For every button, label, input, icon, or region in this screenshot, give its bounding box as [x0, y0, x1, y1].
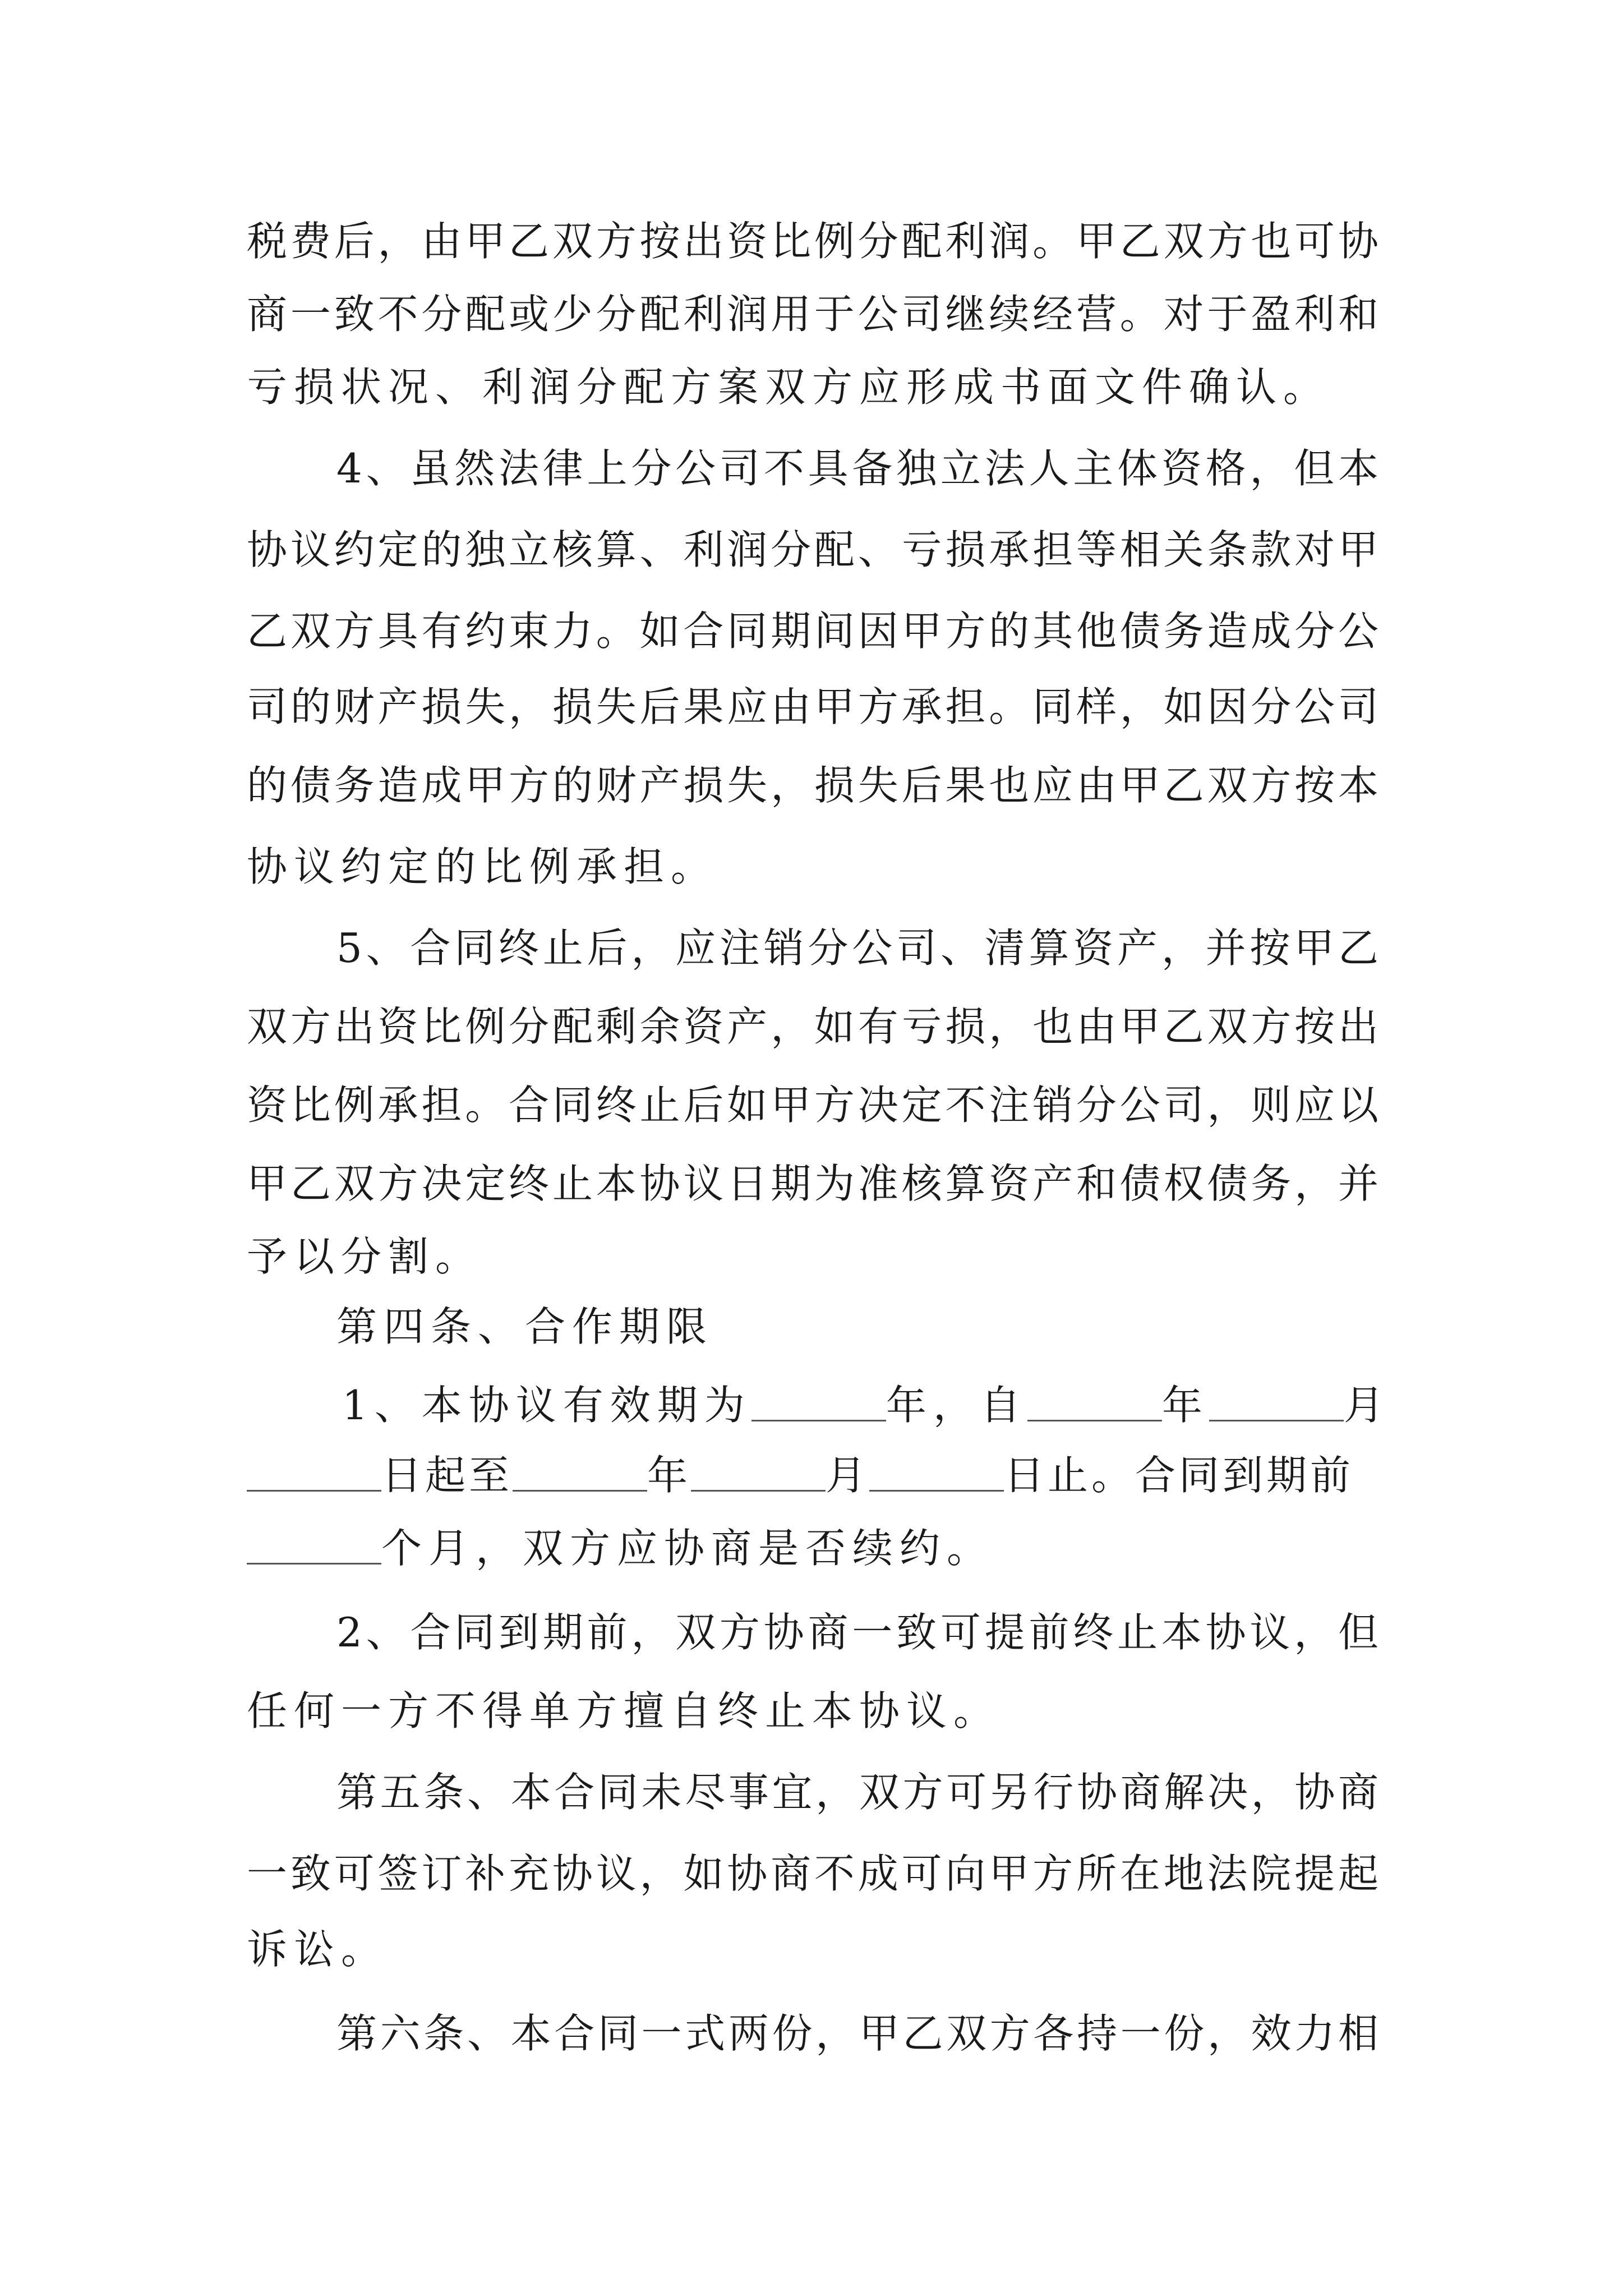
start-day-blank: [247, 1451, 381, 1492]
term-clause-line-1: [342, 1374, 1391, 1436]
article-5-line-1: 第五条、本合同未尽事宜，双方可另行协商解决，协商: [336, 1769, 1378, 1816]
term-clause-text-6: 年: [647, 1452, 691, 1499]
term-clause-text-9: 个月，双方应协商是否续约。: [381, 1525, 994, 1572]
end-year-blank: [513, 1451, 647, 1492]
article-5-line-2: 一致可签订补充协议，如协商不成可向甲方所在地法院提起: [247, 1850, 1378, 1897]
paragraph-4-line-2: 协议约定的独立核算、利润分配、亏损承担等相关条款对甲: [247, 526, 1378, 573]
term-clause-text-3: 年: [1161, 1382, 1209, 1429]
term-clause-text-1: 1、本协议有效期为: [342, 1382, 751, 1429]
start-month-blank: [1209, 1381, 1344, 1421]
paragraph-4-line-1: 4、虽然法律上分公司不具备独立法人主体资格，但本: [336, 445, 1378, 492]
term-clause-text-8: 日止。合同到期前: [1004, 1452, 1354, 1499]
paragraph-3-line-3: 亏损状况、利润分配方案双方应形成书面文件确认。: [247, 364, 1331, 411]
end-month-blank: [691, 1451, 826, 1492]
paragraph-4-line-3: 乙双方具有约束力。如合同期间因甲方的其他债务造成分公: [247, 608, 1378, 655]
paragraph-5-line-3: 资比例承担。合同终止后如甲方决定不注销分公司，则应以: [247, 1082, 1378, 1129]
renewal-months-blank: [247, 1524, 381, 1565]
paragraph-4-line-5: 的债务造成甲方的财产损失，损失后果也应由甲乙双方按本: [247, 762, 1378, 809]
early-termination-line-2: 任何一方不得单方擅自终止本协议。: [247, 1687, 1001, 1734]
paragraph-5-line-1: 5、合同终止后，应注销分公司、清算资产，并按甲乙: [336, 924, 1378, 972]
term-clause-line-2: [247, 1444, 1354, 1506]
term-clause-text-5: 日起至: [381, 1452, 513, 1499]
term-clause-text-4: 月: [1343, 1382, 1391, 1429]
term-years-blank: [751, 1381, 886, 1421]
paragraph-4-line-4: 司的财产损失，损失后果应由甲方承担。同样，如因分公司: [247, 683, 1378, 730]
start-year-blank: [1027, 1381, 1162, 1421]
paragraph-5-line-5: 予以分割。: [247, 1233, 483, 1280]
paragraph-4-line-6: 协议约定的比例承担。: [247, 843, 718, 890]
term-clause-line-3: [247, 1517, 994, 1579]
end-day-blank: [869, 1451, 1004, 1492]
paragraph-3-line-1: 税费后，由甲乙双方按出资比例分配利润。甲乙双方也可协: [247, 218, 1378, 265]
article-4-heading: 第四条、合作期限: [336, 1303, 714, 1350]
paragraph-5-line-4: 甲乙双方决定终止本协议日期为准核算资产和债权债务，并: [247, 1160, 1378, 1207]
paragraph-5-line-2: 双方出资比例分配剩余资产，如有亏损，也由甲乙双方按出: [247, 1003, 1378, 1050]
term-clause-text-2: 年，自: [886, 1382, 1027, 1429]
article-6-line-1: 第六条、本合同一式两份，甲乙双方各持一份，效力相: [336, 2010, 1378, 2057]
term-clause-text-7: 月: [826, 1452, 870, 1499]
article-5-line-3: 诉讼。: [247, 1926, 389, 1973]
early-termination-line-1: 2、合同到期前，双方协商一致可提前终止本协议，但: [336, 1609, 1378, 1656]
paragraph-3-line-2: 商一致不分配或少分配利润用于公司继续经营。对于盈利和: [247, 291, 1378, 338]
